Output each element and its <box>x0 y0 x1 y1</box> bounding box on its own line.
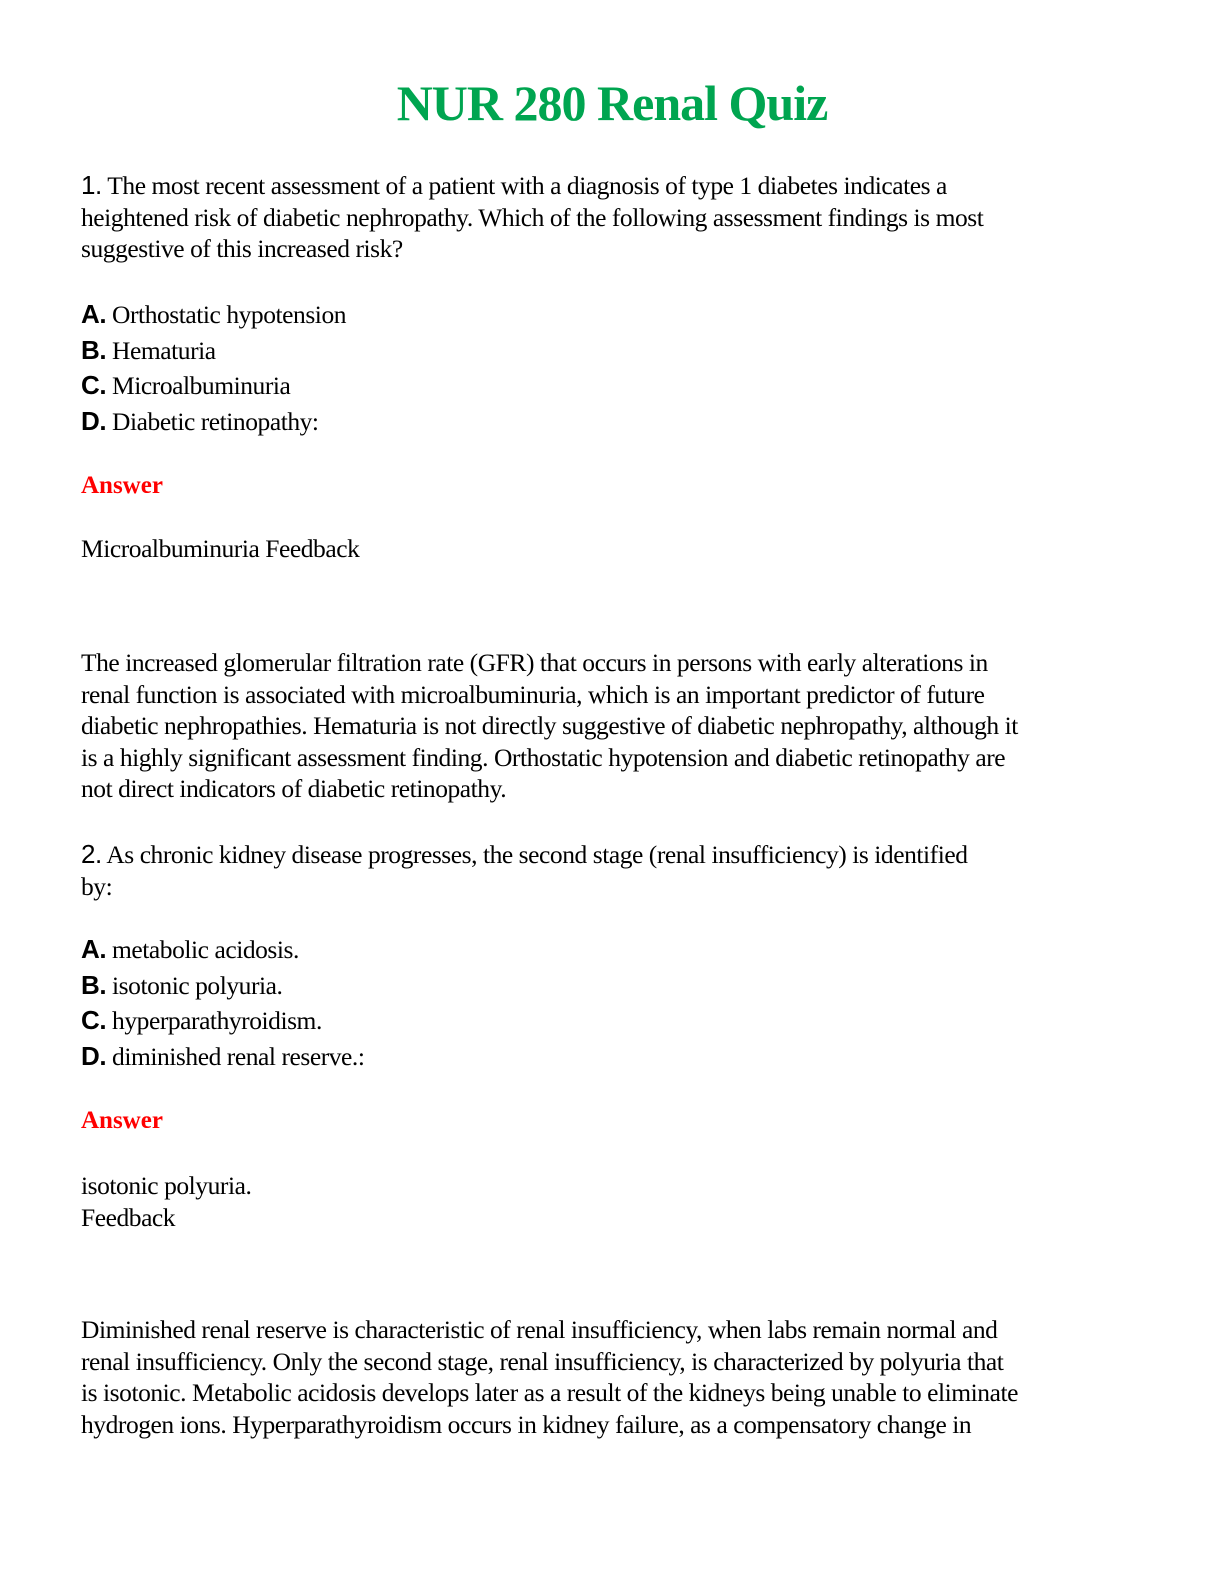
option-b: B. isotonic polyuria. <box>81 969 283 1000</box>
answer-label: Answer <box>81 1107 163 1134</box>
option-c: C. Microalbuminuria <box>81 370 291 400</box>
feedback-paragraph: The increased glomerular filtration rate (GFR) that occurs in persons with early alterations in renal function is associated with microalbuminuria, which is an important predictor of future diabetic nephropathies. Hematuria is not directly suggestive of diabetic nephropathy, although it is a highly significant assessment finding. Orthostatic hypotension and diabetic retinopathy are not direct indicators of diabetic retinopathy. <box>81 648 1018 803</box>
answer-text: Microalbuminuria Feedback <box>81 534 360 563</box>
question-2-options <box>81 932 364 1074</box>
option-a: A. Orthostatic hypotension <box>81 299 347 329</box>
question-number: 1. <box>81 170 102 200</box>
document-title: NUR 280 Renal Quiz <box>396 75 828 131</box>
feedback-paragraph: Diminished renal reserve is characteristic of renal insufficiency, when labs remain normal and renal insufficiency. Only the second stage, renal insufficiency, is characterized by polyuria that is isotonic. Metabolic acidosis develops later as a result of the kidneys being unable to eliminate hydrogen ions. Hyperparathyroidism occurs in kidney failure, as a compensatory change in <box>81 1315 1018 1439</box>
question-1-stem: 1. The most recent assessment of a patient with a diagnosis of type 1 diabetes indicates a heightened risk of diabetic nephropathy. Which of the following assessment findings is most suggestive of this increased risk? <box>81 170 984 263</box>
question-2-stem: 2. As chronic kidney disease progresses, the second stage (renal insufficiency) is identified by: <box>81 839 968 901</box>
answer-label: Answer <box>81 472 163 499</box>
option-d: D. diminished renal reserve.: <box>81 1040 365 1071</box>
answer-text: isotonic polyuria. Feedback <box>81 1171 252 1232</box>
option-b: B. Hematuria <box>81 334 216 365</box>
question-1-options <box>81 297 346 439</box>
option-c: C. hyperparathyroidism. <box>81 1005 322 1035</box>
question-number: 2. <box>81 839 102 869</box>
option-d: D. Diabetic retinopathy: <box>81 405 319 436</box>
option-a: A. metabolic acidosis. <box>81 934 299 964</box>
